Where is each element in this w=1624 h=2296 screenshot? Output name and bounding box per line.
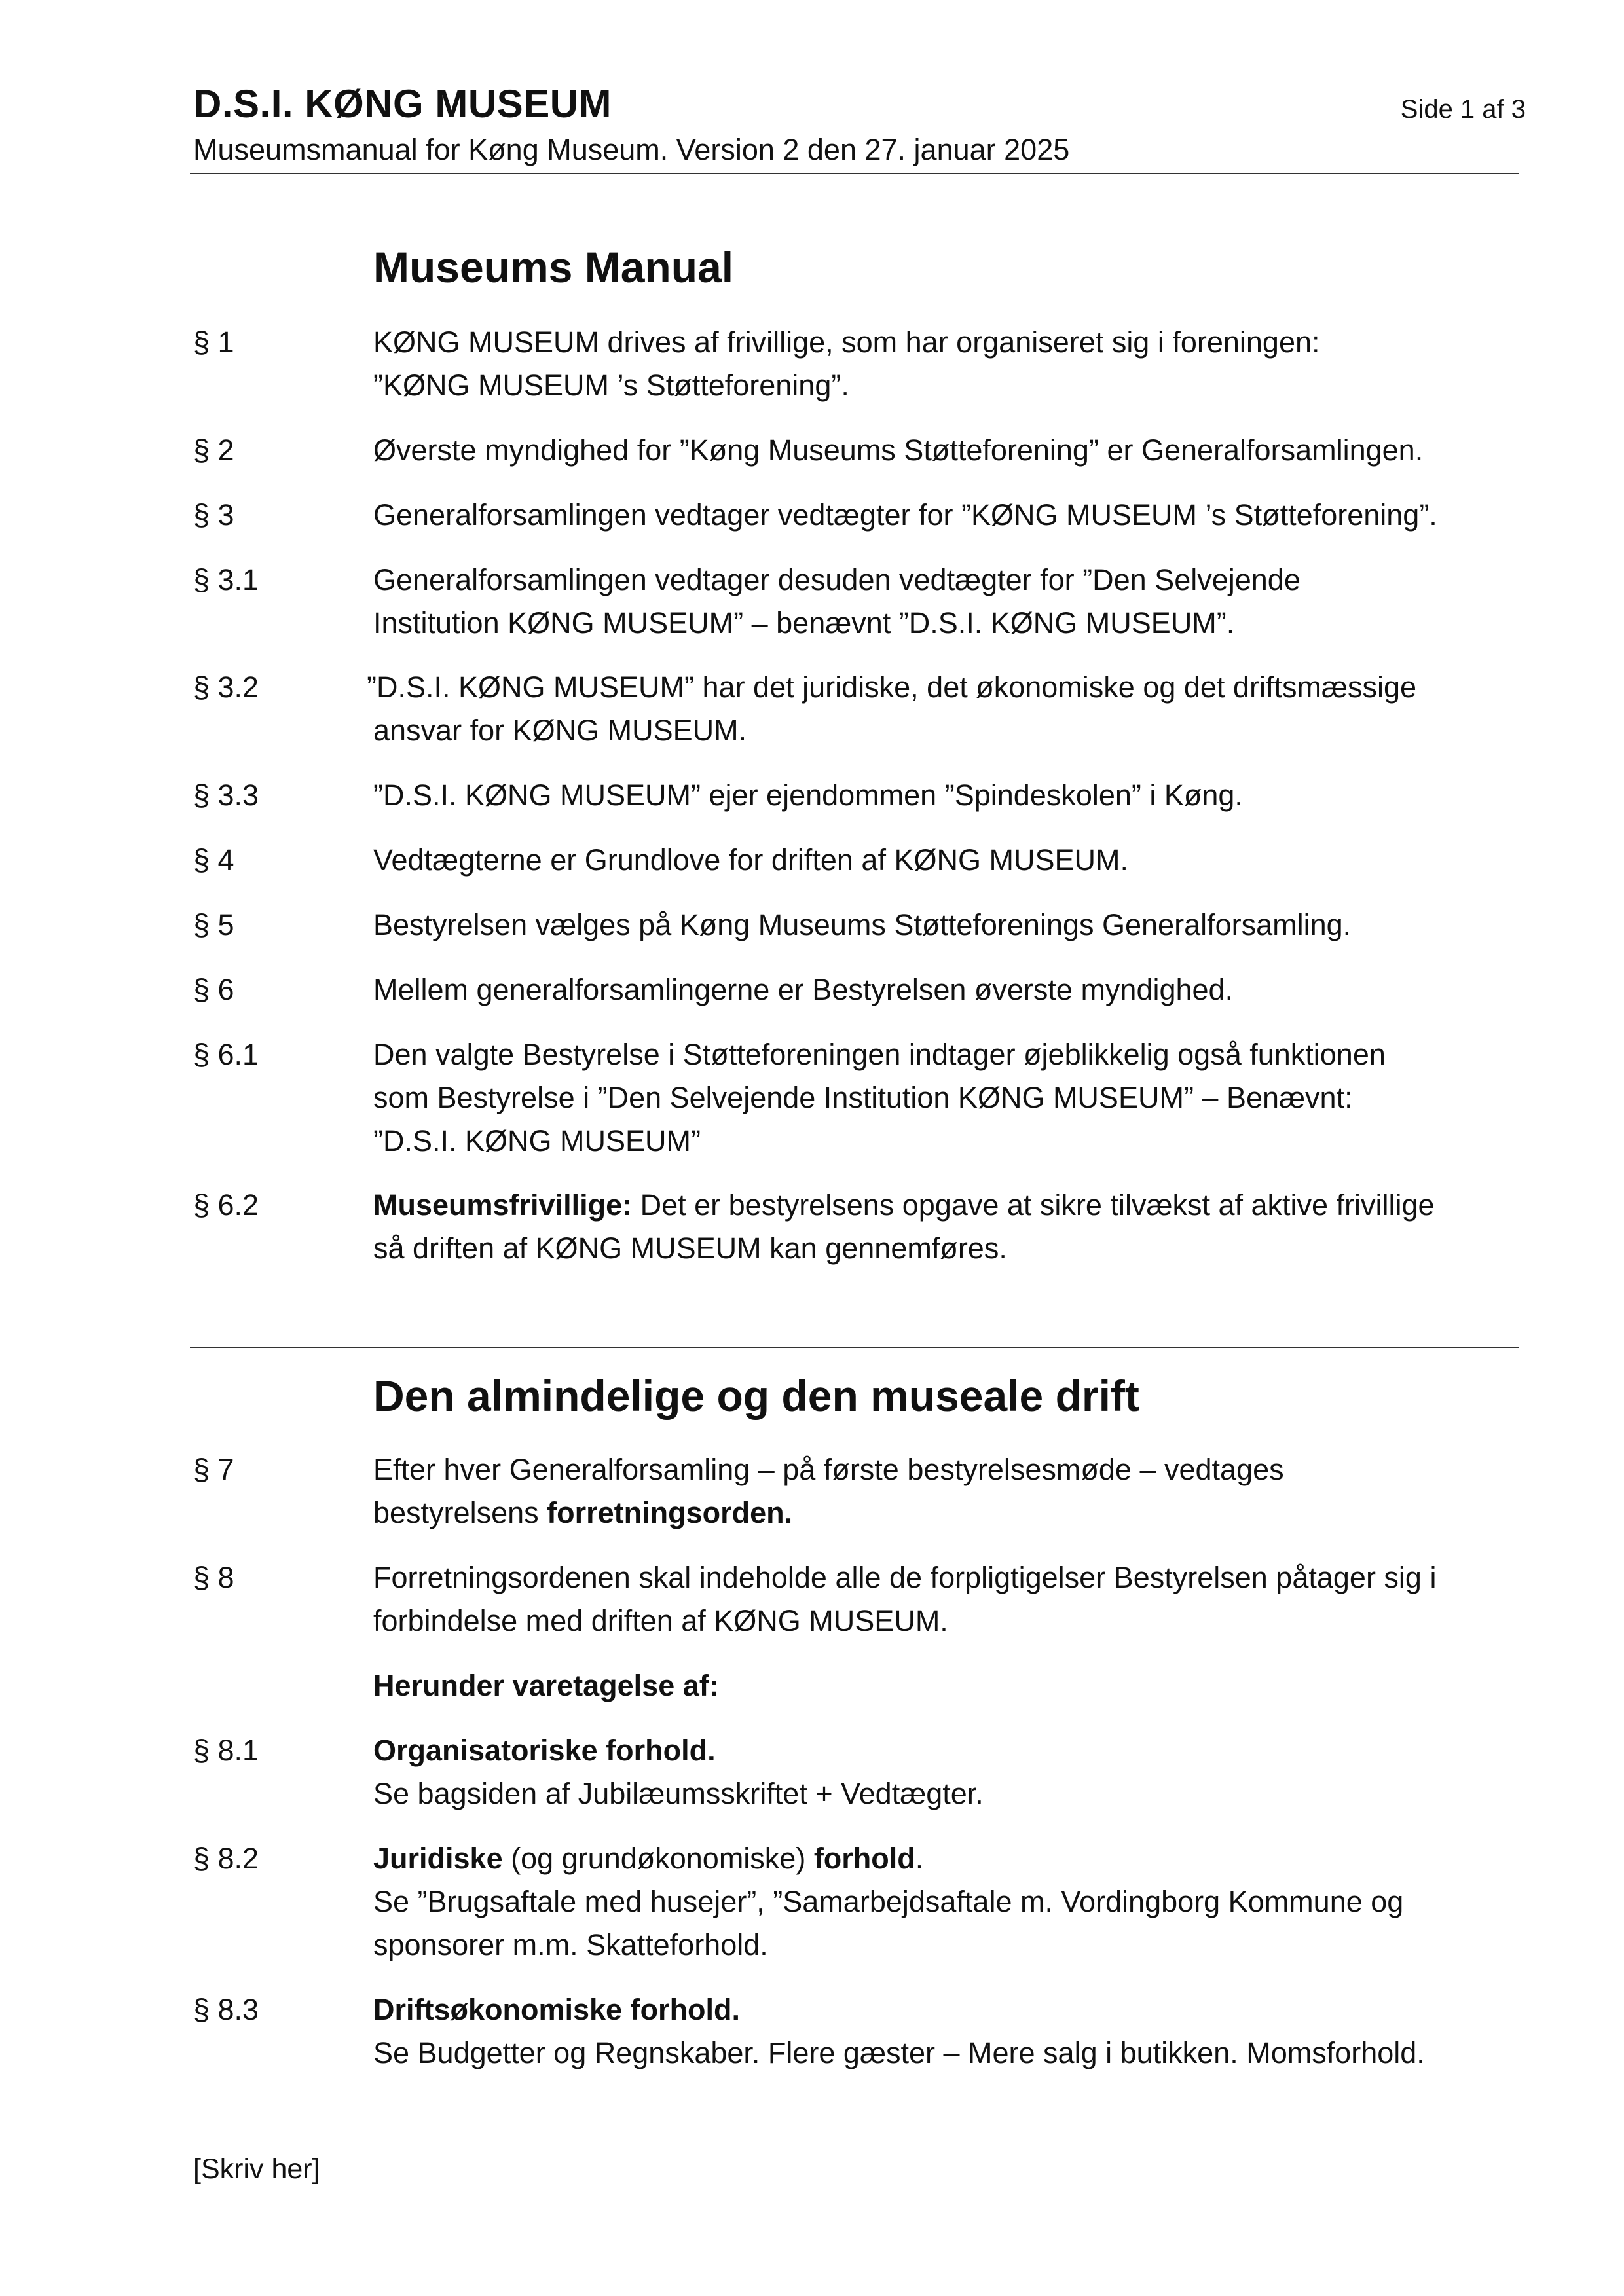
page-number: Side 1 af 3 (1400, 95, 1526, 124)
text-line: sponsorer m.m. Skatteforhold. (373, 1928, 768, 1961)
paragraph-text (373, 429, 1526, 472)
bold-text: Juridiske (373, 1842, 503, 1875)
text-line (373, 1184, 1526, 1227)
paragraph-text (367, 666, 1519, 752)
footer-placeholder[interactable]: [Skriv her] (193, 2153, 320, 2185)
text-line: Se ”Brugsaftale med husejer”, ”Samarbejdsaftale m. Vordingborg Kommune og (373, 1885, 1404, 1918)
paragraph-text (373, 774, 1526, 817)
text-line: Den valgte Bestyrelse i Støtteforeningen indtager øjeblikkelig også funktionen (373, 1038, 1386, 1071)
paragraph-text (373, 321, 1526, 407)
section-heading-drift: Den almindelige og den museale drift (373, 1372, 1139, 1420)
paragraph-text (373, 839, 1526, 882)
paragraph-text (373, 1837, 1526, 1967)
paragraph-text (373, 1556, 1526, 1643)
bold-text: Organisatoriske forhold. (373, 1734, 716, 1767)
paragraph-text (373, 968, 1526, 1011)
plain-text: . (915, 1842, 924, 1875)
text-line: Generalforsamlingen vedtager desuden vedtægter for ”Den Selvejende (373, 563, 1301, 596)
paragraph-text (373, 1184, 1526, 1270)
paragraph-number: § 6 (193, 973, 234, 1006)
section-divider (190, 1347, 1519, 1348)
text-line: Mellem generalforsamlingerne er Bestyrelsen øverste myndighed. (373, 973, 1234, 1006)
text-line: Se bagsiden af Jubilæumsskriftet + Vedtægter. (373, 1777, 984, 1810)
lead-text: Det er bestyrelsens opgave at sikre tilvækst af aktive frivillige (632, 1188, 1435, 1222)
bold-text: forhold (813, 1842, 915, 1875)
paragraph-number: § 7 (193, 1453, 234, 1486)
paragraph-number: § 5 (193, 908, 234, 941)
text-line: ”D.S.I. KØNG MUSEUM” ejer ejendommen ”Spindeskolen” i Køng. (373, 778, 1243, 812)
text-line: ”D.S.I. KØNG MUSEUM” (373, 1124, 701, 1157)
bold-lead: Museumsfrivillige: (373, 1188, 633, 1222)
text-line: som Bestyrelse i ”Den Selvejende Institution KØNG MUSEUM” – Benævnt: (373, 1081, 1353, 1114)
paragraph-number: § 2 (193, 433, 234, 467)
text-line: Øverste myndighed for ”Køng Museums Støtteforening” er Generalforsamlingen. (373, 433, 1424, 467)
paragraph-text (373, 1033, 1526, 1163)
paragraph-number: § 4 (193, 843, 234, 877)
header-subtitle: Museumsmanual for Køng Museum. Version 2 den 27. januar 2025 (193, 133, 1070, 166)
paragraph-number: § 8.1 (193, 1734, 259, 1767)
text-line: KØNG MUSEUM drives af frivillige, som har organiseret sig i foreningen: (373, 325, 1320, 359)
plain-text: bestyrelsens (373, 1496, 547, 1529)
paragraph-number: § 8.3 (193, 1993, 259, 2026)
paragraph-number: § 6.1 (193, 1038, 259, 1071)
paragraph-text (373, 1729, 1526, 1815)
paragraph-number: § 3.3 (193, 778, 259, 812)
text-line: Se Budgetter og Regnskaber. Flere gæster – Mere salg i butikken. Momsforhold. (373, 2036, 1425, 2069)
paragraph-text (373, 494, 1526, 537)
text-line (373, 1837, 1526, 1880)
header-divider (190, 173, 1519, 174)
text-line: forbindelse med driften af KØNG MUSEUM. (373, 1604, 948, 1637)
plain-text: (og grundøkonomiske) (502, 1842, 814, 1875)
bold-text: forretningsorden. (547, 1496, 793, 1529)
text-line: ansvar for KØNG MUSEUM. (373, 714, 747, 747)
paragraph-number: § 3.2 (193, 670, 259, 704)
paragraph-number: § 3.1 (193, 563, 259, 596)
text-line: ”D.S.I. KØNG MUSEUM” har det juridiske, det økonomiske og det driftsmæssige (367, 670, 1416, 704)
subheading: Herunder varetagelse af: (373, 1669, 719, 1702)
text-line: Generalforsamlingen vedtager vedtægter for ”KØNG MUSEUM ’s Støtteforening”. (373, 498, 1437, 532)
text-line (373, 1491, 1526, 1535)
text-line: Efter hver Generalforsamling – på første bestyrelsesmøde – vedtages (373, 1453, 1284, 1486)
paragraph-text (373, 1664, 1526, 1707)
section-heading-museums-manual: Museums Manual (373, 243, 734, 291)
text-line: Vedtægterne er Grundlove for driften af KØNG MUSEUM. (373, 843, 1128, 877)
header-title: D.S.I. KØNG MUSEUM (193, 82, 612, 126)
text-line: så driften af KØNG MUSEUM kan gennemføres. (373, 1231, 1007, 1265)
paragraph-number: § 1 (193, 325, 234, 359)
paragraph-text (373, 1988, 1526, 2075)
paragraph-text (373, 1448, 1526, 1535)
text-line: ”KØNG MUSEUM ’s Støtteforening”. (373, 369, 849, 402)
bold-text: Driftsøkonomiske forhold. (373, 1993, 741, 2026)
text-line: Institution KØNG MUSEUM” – benævnt ”D.S.I. KØNG MUSEUM”. (373, 606, 1235, 640)
paragraph-number: § 3 (193, 498, 234, 532)
paragraph-number: § 8.2 (193, 1842, 259, 1875)
paragraph-number: § 8 (193, 1561, 234, 1594)
text-line: Bestyrelsen vælges på Køng Museums Støtteforenings Generalforsamling. (373, 908, 1352, 941)
paragraph-text (373, 903, 1526, 947)
paragraph-number: § 6.2 (193, 1188, 259, 1222)
text-line: Forretningsordenen skal indeholde alle de forpligtigelser Bestyrelsen påtager sig i (373, 1561, 1437, 1594)
paragraph-text (373, 558, 1526, 645)
